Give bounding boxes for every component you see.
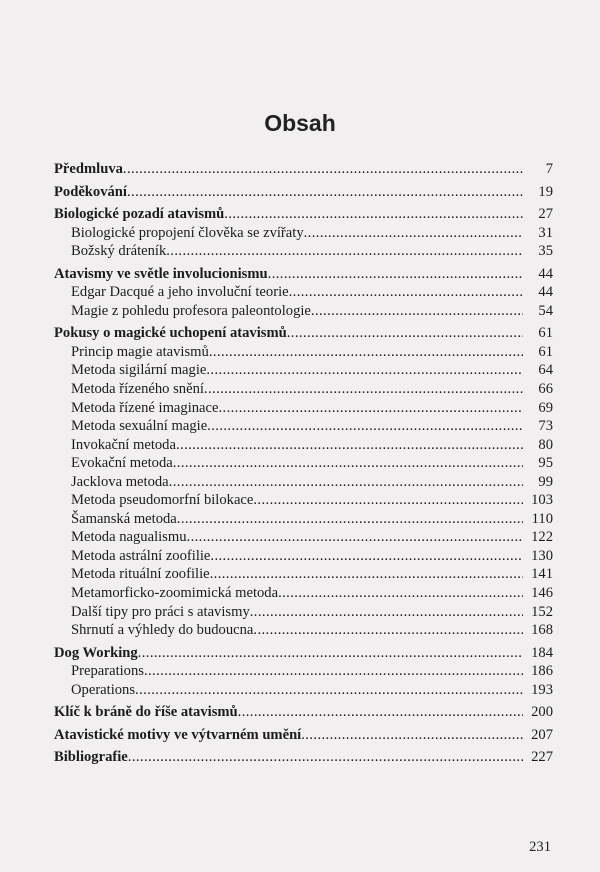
dot-leader [224,205,523,224]
toc-section [54,528,553,547]
toc-section [54,380,553,399]
dot-leader [287,324,523,343]
toc-entry-page: 66 [538,381,553,398]
toc-chapter [54,644,553,663]
toc-entry-page: 130 [531,547,553,564]
toc-entry-page: 227 [531,749,553,766]
toc-entry-page: 73 [538,418,553,435]
toc-entry-page: 152 [531,603,553,620]
toc-entry-page: 44 [538,284,553,301]
dot-leader [301,726,523,745]
dot-leader [207,417,523,436]
toc-section [54,343,553,362]
toc-chapter [54,324,553,343]
dot-leader [250,603,523,622]
dot-leader [268,265,523,284]
toc-entry-page: 19 [538,183,553,200]
dot-leader [144,662,523,681]
dot-leader [176,436,523,455]
toc-entry-title: Edgar Dacqué a jeho involuční teorie [71,284,289,301]
toc-entry-page: 31 [538,224,553,241]
toc-entry-title: Preparations [71,663,144,680]
toc-section [54,603,553,622]
dot-leader [135,681,523,700]
toc-entry-page: 54 [538,302,553,319]
toc-entry-page: 184 [531,644,553,661]
toc-entry-title: Shrnutí a výhledy do budoucna [71,622,254,639]
toc-chapter [54,726,553,745]
toc-entry-page: 168 [531,622,553,639]
page-number: 231 [529,839,551,855]
toc-entry-page: 27 [538,206,553,223]
toc-entry-page: 186 [531,663,553,680]
toc-entry-title: Dog Working [54,644,138,661]
toc-entry-title: Jacklova metoda [71,473,169,490]
toc-entry-page: 207 [531,726,553,743]
dot-leader [304,224,523,243]
dot-leader [127,183,523,202]
toc-section [54,417,553,436]
toc-entry-page: 122 [531,529,553,546]
dot-leader [278,584,523,603]
toc-section [54,302,553,321]
toc-chapter [54,265,553,284]
toc-entry-title: Metoda řízené imaginace [71,399,219,416]
toc-entry-title: Operations [71,681,136,698]
dot-leader [210,565,523,584]
toc-entry-title: Evokační metoda [71,455,173,472]
dot-leader [210,547,523,566]
toc-section [54,681,553,700]
toc-entry-title: Metoda rituální zoofilie [71,566,210,583]
toc-entry-title: Další tipy pro práci s atavismy [71,603,250,620]
toc-entry-title: Metoda sexuální magie [71,418,208,435]
toc-entry-page: 69 [538,399,553,416]
toc-section [54,473,553,492]
toc-entry-title: Metoda sigilární magie [71,362,207,379]
toc-entry-title: Metoda pseudomorfní bilokace [71,492,254,509]
toc-section [54,242,553,261]
toc-entry-title: Bibliografie [54,749,128,766]
dot-leader [289,283,523,302]
dot-leader [253,491,523,510]
toc-entry-title: Invokační metoda [71,436,176,453]
dot-leader [204,380,523,399]
toc-entry-page: 44 [538,265,553,282]
toc-entry-title: Metamorficko-zoomimická metoda [71,585,279,602]
toc-section [54,361,553,380]
toc-section [54,621,553,640]
toc-section [54,565,553,584]
toc-section [54,510,553,529]
toc-entry-page: 146 [531,585,553,602]
toc-section [54,454,553,473]
toc-entry-page: 35 [538,243,553,260]
dot-leader [253,621,523,640]
dot-leader [128,748,523,767]
toc-entry-title: Pokusy o magické uchopení atavismů [54,325,287,342]
toc-entry-page: 80 [538,436,553,453]
toc-section [54,584,553,603]
toc-section [54,283,553,302]
toc-entry-title: Božský dráteník [71,243,167,260]
toc-entry-title: Magie z pohledu profesora paleontologie [71,302,311,319]
toc-entry-title: Klíč k bráně do říše atavismů [54,704,238,721]
dot-leader [123,160,523,179]
toc-entry-page: 61 [538,343,553,360]
toc-section [54,436,553,455]
dot-leader [187,528,523,547]
toc-entry-page: 193 [531,681,553,698]
toc-entry-title: Biologické pozadí atavismů [54,206,225,223]
toc-chapter [54,160,553,179]
dot-leader [177,510,523,529]
toc-section [54,224,553,243]
dot-leader [173,454,523,473]
dot-leader [166,242,523,261]
dot-leader [311,302,523,321]
toc-chapter [54,205,553,224]
toc-entry-title: Biologické propojení člověka se zvířaty [71,224,304,241]
toc-section [54,399,553,418]
toc-entry-title: Metoda řízeného snění [71,381,204,398]
toc-section [54,491,553,510]
toc-chapter [54,748,553,767]
toc-entry-title: Předmluva [54,161,123,177]
toc-entry-title: Poděkování [54,183,127,200]
page-title: Obsah [264,110,336,136]
toc-entry-title: Metoda nagualismu [71,529,187,546]
toc-entry-page: 95 [538,455,553,472]
dot-leader [206,361,523,380]
toc-entry-page: 7 [545,161,553,177]
toc-chapter [54,703,553,722]
toc-entry-page: 103 [531,492,553,509]
toc-chapter [54,183,553,202]
toc-entry-page: 99 [538,473,553,490]
toc-entry-title: Atavismy ve světle involucionismu [54,265,268,282]
dot-leader [238,703,523,722]
dot-leader [209,343,523,362]
toc-entry-page: 200 [531,704,553,721]
toc-entry-page: 61 [538,325,553,342]
toc-entry-title: Metoda astrální zoofilie [71,547,211,564]
table-of-contents [54,160,553,767]
toc-entry-title: Šamanská metoda [71,510,177,527]
toc-section [54,662,553,681]
dot-leader [218,399,523,418]
dot-leader [169,473,523,492]
toc-entry-title: Atavistické motivy ve výtvarném umění [54,726,302,743]
toc-entry-title: Princip magie atavismů [71,343,209,360]
toc-entry-page: 110 [531,510,553,527]
toc-section [54,547,553,566]
toc-entry-page: 141 [531,566,553,583]
dot-leader [138,644,523,663]
toc-entry-page: 64 [538,362,553,379]
